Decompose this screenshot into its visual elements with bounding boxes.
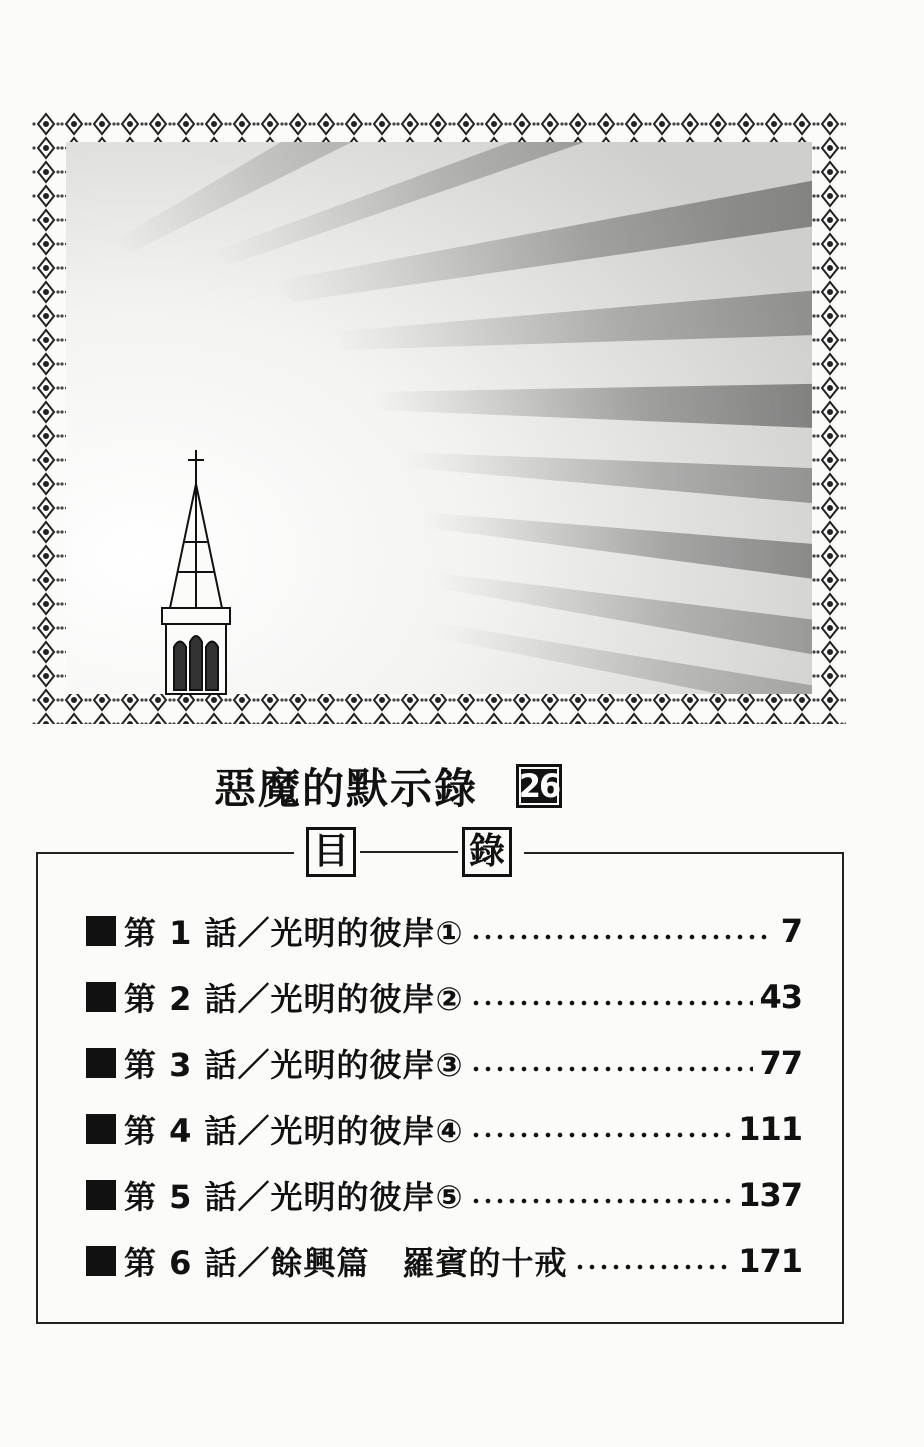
title-text: 惡魔的默示錄 bbox=[214, 764, 479, 813]
dot-leader bbox=[470, 915, 772, 947]
dot-leader bbox=[470, 1047, 754, 1079]
dot-leader bbox=[470, 981, 754, 1013]
contents-list bbox=[86, 902, 802, 1298]
page-number: 7 bbox=[780, 912, 802, 950]
chapter-title: 第 2 話／光明的彼岸② bbox=[124, 980, 464, 1018]
contents-heading bbox=[294, 822, 524, 882]
chapter-title: 第 3 話／光明的彼岸③ bbox=[124, 1046, 464, 1084]
toc-entry[interactable] bbox=[86, 902, 802, 960]
page-number: 171 bbox=[738, 1242, 802, 1280]
page-number: 77 bbox=[759, 1044, 802, 1082]
square-bullet-icon bbox=[86, 1114, 116, 1144]
volume-number-badge: 26 bbox=[516, 764, 562, 808]
toc-entry[interactable] bbox=[86, 1232, 802, 1290]
toc-entry[interactable] bbox=[86, 1166, 802, 1224]
page-number: 43 bbox=[759, 978, 802, 1016]
square-bullet-icon bbox=[86, 1180, 116, 1210]
dot-leader bbox=[574, 1245, 733, 1277]
toc-entry[interactable] bbox=[86, 1100, 802, 1158]
dot-leader bbox=[470, 1179, 733, 1211]
chapter-title: 第 4 話／光明的彼岸④ bbox=[124, 1112, 464, 1150]
chapter-title: 第 1 話／光明的彼岸① bbox=[124, 914, 464, 952]
toc-entry[interactable] bbox=[86, 1034, 802, 1092]
toc-entry[interactable] bbox=[86, 968, 802, 1026]
dot-leader bbox=[470, 1113, 733, 1145]
square-bullet-icon bbox=[86, 1246, 116, 1276]
cover-illustration bbox=[32, 112, 846, 724]
chapter-title: 第 6 話／餘興篇 羅賓的十戒 bbox=[124, 1244, 568, 1282]
square-bullet-icon bbox=[86, 982, 116, 1012]
page-number: 111 bbox=[738, 1110, 802, 1148]
square-bullet-icon bbox=[86, 916, 116, 946]
chapter-title: 第 5 話／光明的彼岸⑤ bbox=[124, 1178, 464, 1216]
heading-divider bbox=[360, 851, 458, 853]
contents-heading-char-1: 目 bbox=[306, 827, 356, 877]
contents-heading-char-2: 錄 bbox=[462, 827, 512, 877]
square-bullet-icon bbox=[86, 1048, 116, 1078]
book-title bbox=[214, 756, 634, 816]
page-number: 137 bbox=[738, 1176, 802, 1214]
